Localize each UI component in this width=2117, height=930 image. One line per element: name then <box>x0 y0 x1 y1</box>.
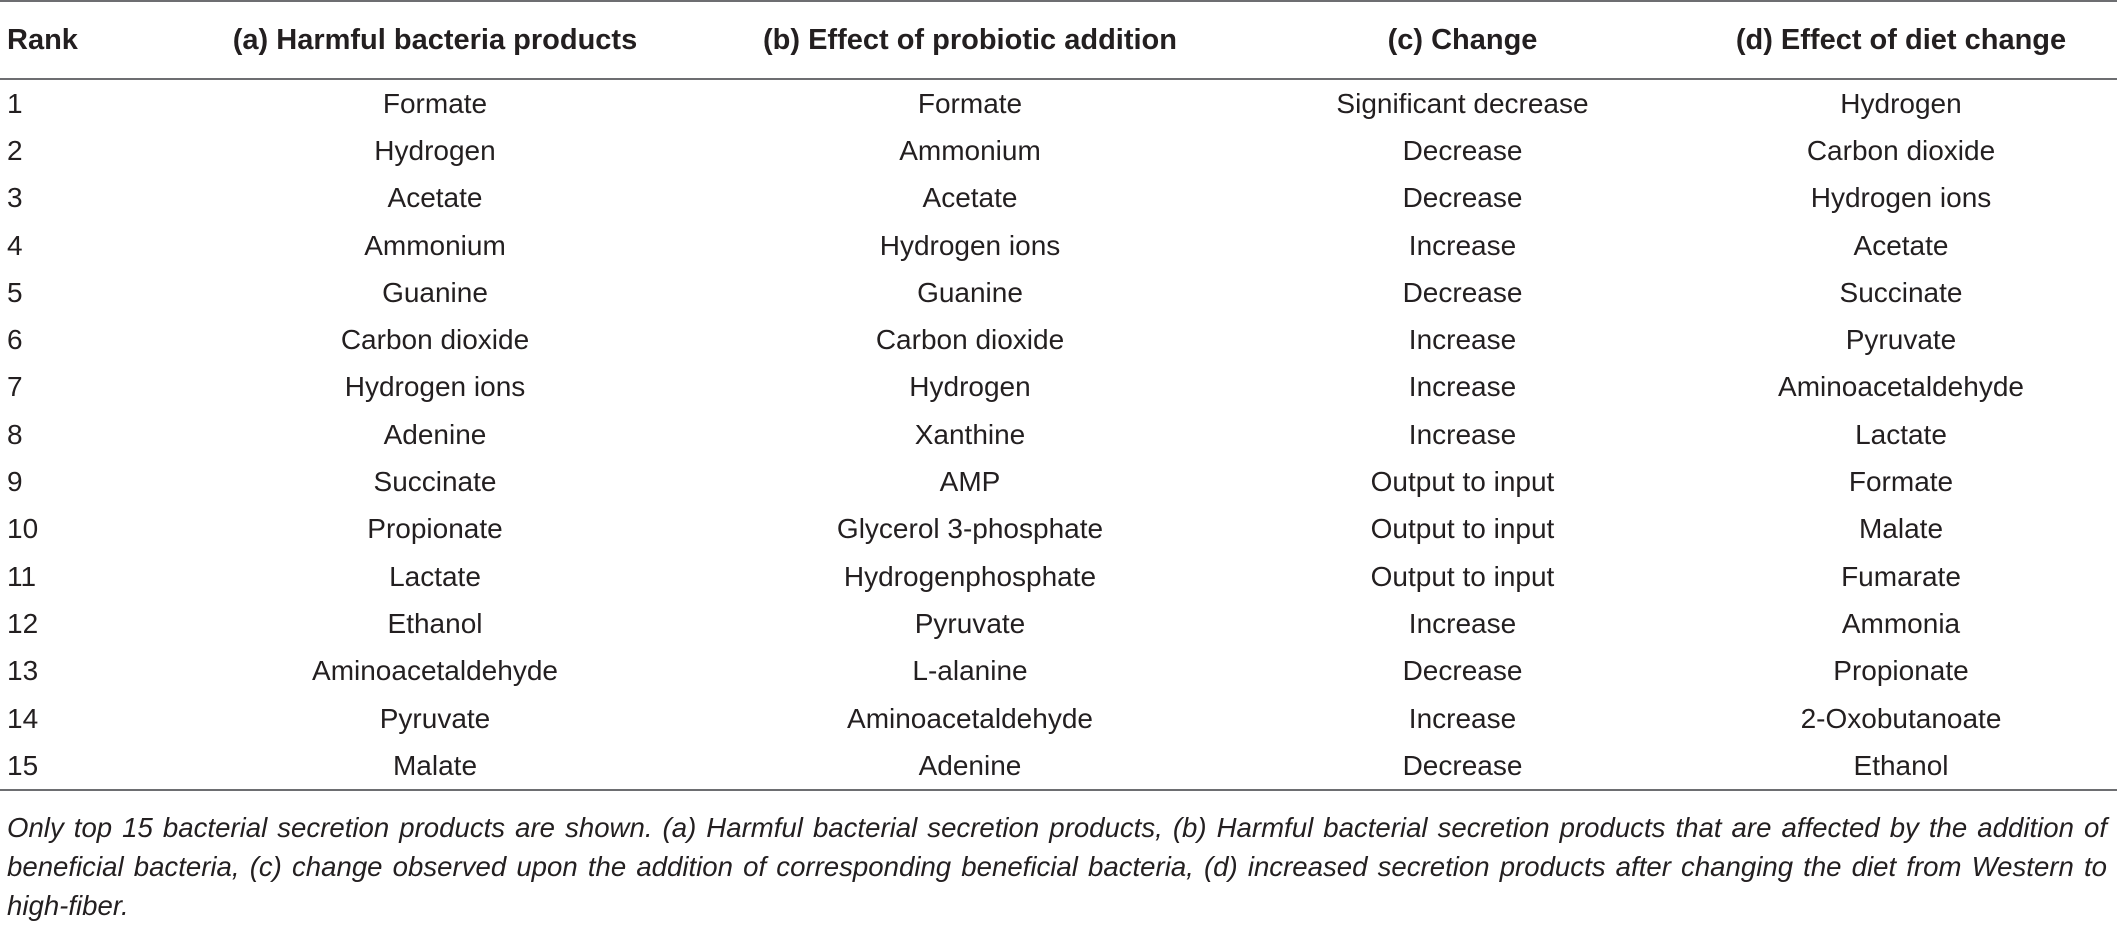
table-row <box>0 553 2117 600</box>
rank-cell: 5 <box>7 276 23 308</box>
change-cell: Increase <box>1408 702 1517 734</box>
change-cell: Output to input <box>1370 560 1555 592</box>
table-row <box>0 458 2117 505</box>
change-cell: Increase <box>1408 324 1517 356</box>
change-cell: Decrease <box>1402 749 1523 781</box>
probiotic-effect-cell: Pyruvate <box>914 607 1026 639</box>
rank-cell: 1 <box>7 87 23 119</box>
table-row <box>0 411 2117 458</box>
harmful-product-cell: Ammonium <box>364 229 506 261</box>
harmful-product-cell: Hydrogen ions <box>344 371 526 403</box>
probiotic-effect-cell: AMP <box>939 466 1001 498</box>
table-row <box>0 222 2117 269</box>
change-cell: Increase <box>1408 607 1517 639</box>
diet-effect-cell: Aminoacetaldehyde <box>1778 371 2024 403</box>
change-cell: Increase <box>1408 418 1517 450</box>
rank-cell: 6 <box>7 324 23 356</box>
harmful-product-cell: Lactate <box>389 560 481 592</box>
change-cell: Output to input <box>1370 466 1555 498</box>
probiotic-effect-cell: L-alanine <box>912 655 1028 687</box>
harmful-product-cell: Aminoacetaldehyde <box>312 655 558 687</box>
rank-cell: 12 <box>7 607 39 639</box>
table-row <box>0 506 2117 553</box>
rank-cell: 7 <box>7 371 23 403</box>
harmful-product-cell: Propionate <box>367 513 503 545</box>
change-cell: Significant decrease <box>1336 87 1589 119</box>
change-cell: Decrease <box>1402 276 1523 308</box>
header-diet-change-effect: (d) Effect of diet change <box>1735 23 2067 56</box>
diet-effect-cell: Acetate <box>1853 229 1949 261</box>
harmful-product-cell: Hydrogen <box>374 134 496 166</box>
probiotic-effect-cell: Formate <box>917 87 1023 119</box>
probiotic-effect-cell: Hydrogen <box>909 371 1031 403</box>
rank-cell: 13 <box>7 655 39 687</box>
table-row <box>0 695 2117 742</box>
probiotic-effect-cell: Acetate <box>922 182 1018 214</box>
change-cell: Output to input <box>1370 513 1555 545</box>
rank-cell: 2 <box>7 134 23 166</box>
table-row <box>0 175 2117 222</box>
header-change: (c) Change <box>1387 23 1538 56</box>
rank-cell: 14 <box>7 702 39 734</box>
probiotic-effect-cell: Guanine <box>917 276 1023 308</box>
harmful-product-cell: Formate <box>382 87 488 119</box>
table-row <box>0 364 2117 411</box>
diet-effect-cell: Hydrogen ions <box>1810 182 1992 214</box>
change-cell: Decrease <box>1402 182 1523 214</box>
diet-effect-cell: Succinate <box>1839 276 1963 308</box>
table-body <box>0 79 2117 790</box>
header-rank: Rank <box>7 23 78 56</box>
diet-effect-cell: 2-Oxobutanoate <box>1800 702 2002 734</box>
table-row <box>0 742 2117 790</box>
rank-cell: 3 <box>7 182 23 214</box>
table-row <box>0 316 2117 363</box>
diet-effect-cell: Pyruvate <box>1845 324 1957 356</box>
diet-effect-cell: Ethanol <box>1853 749 1949 781</box>
table-row <box>0 648 2117 695</box>
header-probiotic-effect: (b) Effect of probiotic addition <box>762 23 1177 56</box>
table-row <box>0 127 2117 174</box>
diet-effect-cell: Formate <box>1848 466 1954 498</box>
harmful-product-cell: Pyruvate <box>379 702 491 734</box>
rank-cell: 15 <box>7 749 39 781</box>
table-row <box>0 79 2117 127</box>
rank-cell: 11 <box>7 560 37 592</box>
diet-effect-cell: Propionate <box>1833 655 1969 687</box>
header-harmful-bacteria-products: (a) Harmful bacteria products <box>232 23 638 56</box>
rank-cell: 4 <box>7 229 23 261</box>
diet-effect-cell: Ammonia <box>1841 607 1961 639</box>
table-header-row <box>0 1 2117 79</box>
probiotic-effect-cell: Ammonium <box>899 134 1041 166</box>
diet-effect-cell: Malate <box>1858 513 1944 545</box>
diet-effect-cell: Fumarate <box>1841 560 1961 592</box>
table-row <box>0 269 2117 316</box>
rank-cell: 8 <box>7 418 23 450</box>
diet-effect-cell: Lactate <box>1855 418 1947 450</box>
diet-effect-cell: Hydrogen <box>1840 87 1962 119</box>
harmful-product-cell: Guanine <box>382 276 488 308</box>
probiotic-effect-cell: Aminoacetaldehyde <box>847 702 1093 734</box>
harmful-product-cell: Malate <box>392 749 478 781</box>
harmful-product-cell: Adenine <box>383 418 487 450</box>
probiotic-effect-cell: Carbon dioxide <box>875 324 1065 356</box>
change-cell: Increase <box>1408 229 1517 261</box>
table-footnote: Only top 15 bacterial secretion products are shown. (a) Harmful bacterial secretion products, (b) Harmful bacterial secretion products that are affected by the addition of beneficial bacteria, (c) change observed upon the addition of corresponding beneficial bacteria, (d) increased secretion products after changing the diet from Western to high-fiber. <box>7 812 2107 921</box>
probiotic-effect-cell: Adenine <box>918 749 1022 781</box>
table-row <box>0 600 2117 647</box>
diet-effect-cell: Carbon dioxide <box>1806 134 1996 166</box>
change-cell: Decrease <box>1402 134 1523 166</box>
rank-cell: 9 <box>7 466 23 498</box>
harmful-product-cell: Carbon dioxide <box>340 324 530 356</box>
probiotic-effect-cell: Hydrogenphosphate <box>843 560 1097 592</box>
change-cell: Decrease <box>1402 655 1523 687</box>
probiotic-effect-cell: Hydrogen ions <box>879 229 1061 261</box>
change-cell: Increase <box>1408 371 1517 403</box>
harmful-product-cell: Acetate <box>387 182 483 214</box>
harmful-product-cell: Succinate <box>373 466 497 498</box>
harmful-product-cell: Ethanol <box>387 607 483 639</box>
rank-cell: 10 <box>7 513 39 545</box>
probiotic-effect-cell: Xanthine <box>914 418 1026 450</box>
probiotic-effect-cell: Glycerol 3-phosphate <box>836 513 1104 545</box>
